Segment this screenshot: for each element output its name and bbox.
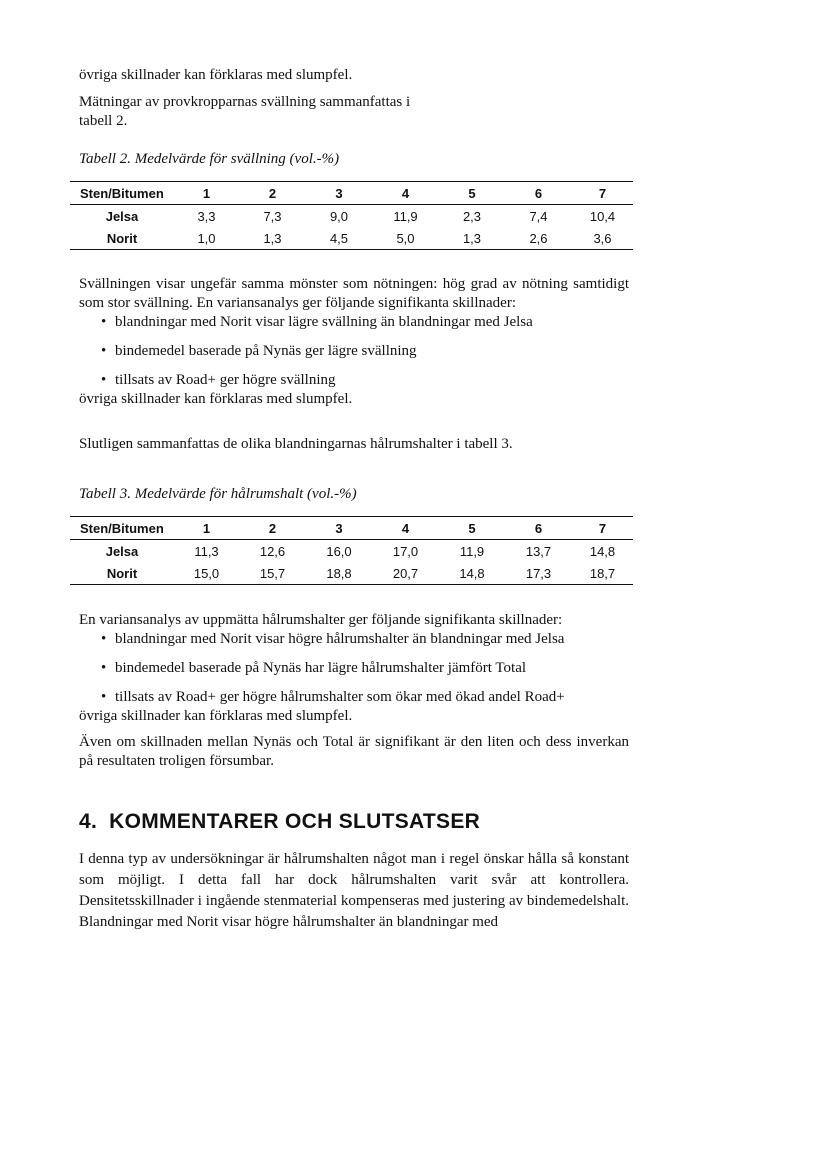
table2-header-cell: 3 xyxy=(306,182,372,205)
table2-header-cell: 1 xyxy=(174,182,239,205)
table2-cell: 1,3 xyxy=(239,227,306,250)
table2-cell: 4,5 xyxy=(306,227,372,250)
table2-cell: 11,9 xyxy=(393,208,418,224)
table2-cell: 9,0 xyxy=(329,208,349,224)
table3-cell: 11,9 xyxy=(459,543,485,559)
list-item: • bindemedel baserade på Nynäs ger lägre svällning xyxy=(79,342,629,361)
intro-line-2a: Mätningar av provkropparnas svällning sammanfattas i xyxy=(79,94,411,110)
table3-cell: 11,3 xyxy=(194,543,219,559)
table3-header-cell: 3 xyxy=(306,517,372,540)
table3-header-cell: 5 xyxy=(439,517,505,540)
table3-caption: Tabell 3. Medelvärde för hålrumshalt (vol.-%) xyxy=(79,486,357,502)
list-item: • tillsats av Road+ ger högre hålrumshalter som ökar med ökad andel Road+ xyxy=(79,688,629,707)
table3-cell: 15,0 xyxy=(174,562,239,585)
section3-after: övriga skillnader kan förklaras med slumpfel. xyxy=(79,708,353,724)
table2-header-cell: 5 xyxy=(439,182,505,205)
chapter4-number: 4. xyxy=(79,810,98,833)
section3-intro: En variansanalys av uppmätta hålrumshalter ger följande signifikanta skillnader: xyxy=(79,612,563,628)
section3-paragraph: Även om skillnaden mellan Nynäs och Total är signifikant är den liten och dess inverkan på resultaten troligen försumbar. xyxy=(79,734,629,769)
table2-cell: 2,6 xyxy=(505,227,572,250)
table3-cell: 17,3 xyxy=(505,562,572,585)
table2-header-cell: Sten/Bitumen xyxy=(70,182,174,205)
table2-header-cell: 4 xyxy=(372,182,439,205)
table3-cell: 16,0 xyxy=(326,543,352,559)
table2-cell: 10,4 xyxy=(589,208,616,224)
table-row xyxy=(70,227,633,250)
section2-block xyxy=(79,275,629,454)
section3-block xyxy=(79,611,629,771)
table3-header-cell: 6 xyxy=(505,517,572,540)
list-item: • tillsats av Road+ ger högre svällning xyxy=(79,371,629,390)
table2-cell: 2,3 xyxy=(462,208,482,224)
section3-bullet-list xyxy=(79,630,629,707)
chapter4-title: KOMMENTARER OCH SLUTSATSER xyxy=(109,810,481,833)
list-item: • bindemedel baserade på Nynäs har lägre hålrumshalter jämfört Total xyxy=(79,659,629,678)
table2-row-label: Norit xyxy=(70,227,174,250)
table-row xyxy=(70,205,633,228)
section2-bullet-list xyxy=(79,313,629,390)
table2-caption-block xyxy=(79,150,629,169)
table2 xyxy=(70,181,633,250)
table2-cell: 1,3 xyxy=(439,227,505,250)
table2-header-cell: 7 xyxy=(572,182,633,205)
table3-cell: 14,8 xyxy=(439,562,505,585)
table3-cell: 18,8 xyxy=(306,562,372,585)
table2-caption: Tabell 2. Medelvärde för svällning (vol.-%) xyxy=(79,151,340,167)
table3-header-cell: 4 xyxy=(372,517,439,540)
table2-cell: 3,3 xyxy=(197,208,216,224)
intro-line-2b: tabell 2. xyxy=(79,113,128,129)
table3-cell: 17,0 xyxy=(392,543,419,559)
table3-cell: 14,8 xyxy=(589,543,616,559)
table3-cell: 12,6 xyxy=(259,543,286,559)
section2-summary: Slutligen sammanfattas de olika blandningarnas hålrumshalter i tabell 3. xyxy=(79,436,513,452)
table-row xyxy=(70,562,633,585)
table3-header-cell: 2 xyxy=(239,517,306,540)
table2-header-cell: 6 xyxy=(505,182,572,205)
table2-row-label: Jelsa xyxy=(105,208,139,224)
intro-line-1: övriga skillnader kan förklaras med slumpfel. xyxy=(79,67,353,83)
table3-row-label: Jelsa xyxy=(105,543,139,559)
table3-header-cell: 7 xyxy=(572,517,633,540)
chapter4-paragraph: I denna typ av undersökningar är hålrumshalten något man i regel önskar hålla så konstant som möjligt. I detta fall har dock hålrumshalten varit svår att kontrollera. Densitetsskillnader i ingående stenmaterial kompenseras med justering av bindemedelshalt. Blandningar med Norit visar högre hålrumshalter än blandningar med xyxy=(79,851,629,930)
table3-header-cell: Sten/Bitumen xyxy=(70,517,174,540)
table2-header-row xyxy=(70,182,633,205)
table2-cell: 7,4 xyxy=(529,208,548,224)
table2-cell: 1,0 xyxy=(174,227,239,250)
table3 xyxy=(70,516,633,585)
table-row xyxy=(70,540,633,563)
table3-cell: 15,7 xyxy=(239,562,306,585)
intro-block xyxy=(79,66,629,131)
table3-cell: 20,7 xyxy=(372,562,439,585)
table2-cell: 3,6 xyxy=(572,227,633,250)
list-item: • blandningar med Norit visar högre hålrumshalter än blandningar med Jelsa xyxy=(79,630,629,649)
table3-header-cell: 1 xyxy=(174,517,239,540)
table3-caption-block xyxy=(79,485,629,504)
table2-cell: 5,0 xyxy=(372,227,439,250)
table2-header-cell: 2 xyxy=(239,182,306,205)
list-item: • blandningar med Norit visar lägre svällning än blandningar med Jelsa xyxy=(79,313,629,332)
table2-cell: 7,3 xyxy=(263,208,282,224)
section2-paragraph: Svällningen visar ungefär samma mönster som nötningen: hög grad av nötning samtidigt som stor svällning. En variansanalys ger följande signifikanta skillnader: xyxy=(79,276,629,311)
chapter4-block xyxy=(79,810,629,933)
table3-row-label: Norit xyxy=(70,562,174,585)
chapter4-heading xyxy=(79,810,629,834)
table3-cell: 18,7 xyxy=(572,562,633,585)
table3-cell: 13,7 xyxy=(525,543,552,559)
section2-after: övriga skillnader kan förklaras med slumpfel. xyxy=(79,391,353,407)
table3-header-row xyxy=(70,517,633,540)
